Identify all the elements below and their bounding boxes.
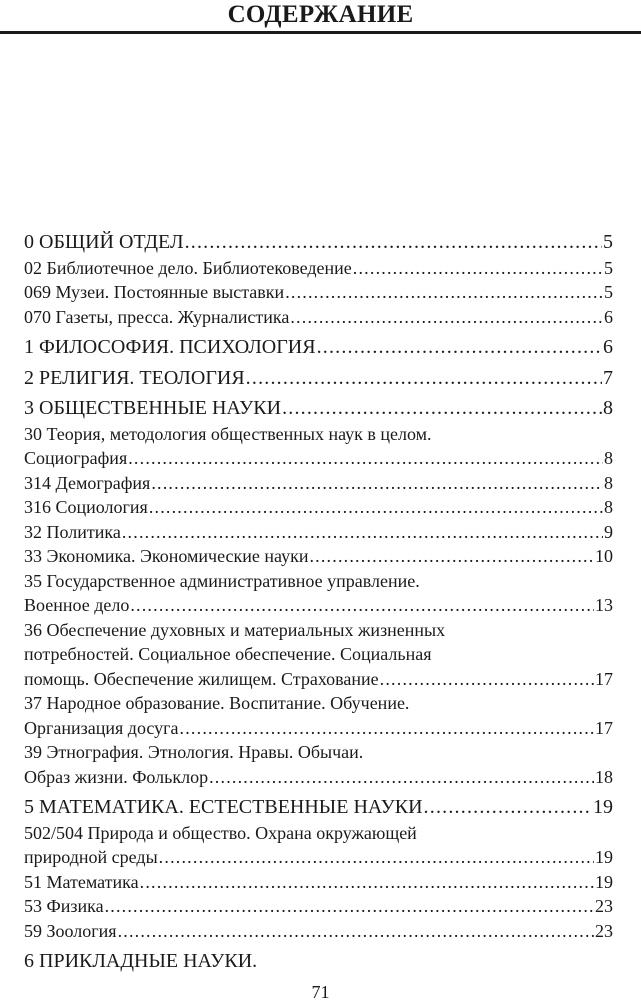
dot-leader [159, 845, 594, 870]
dot-leader [424, 795, 592, 820]
toc-entry-text: 070 Газеты, пресса. Журналистика [24, 306, 290, 327]
toc-entry-text: Социография [24, 448, 128, 468]
toc-entry [24, 618, 613, 692]
dot-leader [122, 520, 603, 545]
toc-entry [24, 280, 613, 305]
toc-page-number: 8 [604, 497, 613, 517]
toc-page-number: 6 [604, 306, 613, 327]
toc-leader-row [24, 919, 613, 944]
toc-leader-row [24, 593, 613, 618]
toc-entry [24, 870, 613, 895]
toc-entry [24, 422, 613, 471]
toc-page-number: 19 [595, 871, 613, 892]
toc-entry-text: Образ жизни. Фольклор [24, 766, 209, 787]
toc-page-number: 18 [595, 766, 613, 787]
toc-entry-text: 51 Математика [24, 871, 139, 892]
toc-page-number: 13 [595, 595, 613, 615]
toc-entry-text: 314 Демография [24, 472, 151, 493]
dot-leader [380, 667, 594, 692]
toc-entry-text: 2 РЕЛИГИЯ. ТЕОЛОГИЯ [24, 366, 245, 389]
toc-entry-text: 3 ОБЩЕСТВЕННЫЕ НАУКИ [24, 397, 282, 419]
dot-leader [285, 280, 603, 305]
toc-page-number: 23 [595, 896, 613, 916]
toc-page-number: 19 [593, 796, 613, 818]
toc-leader-row [24, 845, 613, 870]
toc-entry [24, 894, 613, 919]
toc-page-number: 17 [595, 717, 613, 738]
toc-leader-row [24, 305, 613, 330]
toc-page-number: 6 [603, 336, 613, 358]
toc-entry-text: 39 Этнография. Этнология. Нравы. Обычаи. [24, 742, 364, 762]
toc-entry-text: 33 Экономика. Экономические науки [24, 546, 309, 566]
toc-entry-text: 316 Социология [24, 497, 148, 517]
toc-entry-text: потребностей. Социальное обеспечение. Социальная [24, 644, 432, 664]
toc-leader-row [24, 366, 613, 391]
toc-section-heading [24, 396, 613, 421]
toc-page-number: 17 [595, 668, 613, 689]
toc-entry [24, 520, 613, 545]
toc-section-heading [24, 949, 613, 974]
toc-leader-row [24, 894, 613, 919]
toc-leader-row [24, 870, 613, 895]
toc-entry-text: Организация досуга [24, 717, 179, 738]
toc-leader-row [24, 230, 613, 255]
toc-page-number: 9 [604, 521, 613, 542]
toc-page-number: 5 [604, 257, 613, 278]
toc-entry [24, 691, 613, 740]
dot-leader [317, 335, 602, 360]
toc-leader-row [24, 471, 613, 496]
toc-entry [24, 495, 613, 520]
toc-section-heading [24, 366, 613, 391]
toc-leader-row [24, 544, 613, 569]
title-rule [0, 31, 641, 34]
toc-page-number: 8 [604, 448, 613, 468]
toc-leader-row [24, 716, 613, 741]
dot-leader [105, 894, 594, 919]
toc-entry-text: 32 Политика [24, 521, 121, 542]
toc-entry [24, 305, 613, 330]
toc-page-number: 23 [595, 920, 613, 941]
toc-leader-row [24, 335, 613, 360]
toc-entry [24, 544, 613, 569]
table-of-contents [24, 224, 613, 975]
dot-leader [309, 544, 594, 569]
toc-page-number: 8 [604, 472, 613, 493]
toc-entry [24, 471, 613, 496]
toc-leader-row [24, 520, 613, 545]
toc-entry [24, 821, 613, 870]
dot-leader [282, 396, 602, 421]
toc-entry-text: природной среды [24, 847, 158, 867]
dot-leader [151, 471, 603, 496]
dot-leader [246, 366, 602, 391]
toc-page-number: 5 [604, 282, 613, 302]
page-title: СОДЕРЖАНИЕ [227, 1, 414, 28]
toc-entry-text: 6 ПРИКЛАДНЫЕ НАУКИ. [24, 950, 258, 972]
toc-entry-text: 53 Физика [24, 896, 104, 916]
dot-leader [180, 716, 594, 741]
dot-leader [353, 256, 603, 281]
toc-entry-text: помощь. Обеспечение жилищем. Страхование [24, 668, 379, 689]
dot-leader [290, 305, 603, 330]
toc-leader-row [24, 396, 613, 421]
toc-section-heading [24, 230, 613, 255]
page-number: 71 [311, 982, 330, 1002]
toc-leader-row [24, 765, 613, 790]
toc-entry-text: 069 Музеи. Постоянные выставки [24, 282, 285, 302]
toc-leader-row [24, 495, 613, 520]
toc-page-number: 5 [603, 231, 613, 253]
dot-leader [209, 765, 594, 790]
toc-leader-row [24, 446, 613, 471]
toc-entry [24, 919, 613, 944]
toc-page-number: 10 [595, 546, 613, 566]
toc-leader-row [24, 667, 613, 692]
dot-leader [130, 593, 594, 618]
toc-entry-text: 30 Теория, методология общественных наук в целом. [24, 423, 432, 444]
toc-entry [24, 740, 613, 789]
toc-entry-text: 5 МАТЕМАТИКА. ЕСТЕСТВЕННЫЕ НАУКИ [24, 796, 423, 818]
toc-entry-text: 35 Государственное административное управление. [24, 570, 420, 591]
toc-entry-text: 0 ОБЩИЙ ОТДЕЛ [24, 231, 184, 253]
toc-entry-text: Военное дело [24, 595, 130, 615]
toc-page-number: 19 [595, 847, 613, 867]
toc-entry [24, 569, 613, 618]
toc-leader-row [24, 256, 613, 281]
toc-entry-text: 1 ФИЛОСОФИЯ. ПСИХОЛОГИЯ [24, 336, 316, 358]
toc-leader-row [24, 795, 613, 820]
toc-section-heading [24, 795, 613, 820]
toc-entry-text: 36 Обеспечение духовных и материальных жизненных [24, 619, 446, 640]
toc-page-number: 7 [603, 366, 613, 389]
dot-leader [149, 495, 603, 520]
toc-entry [24, 256, 613, 281]
dot-leader [118, 919, 594, 944]
dot-leader [185, 230, 602, 255]
toc-entry-text: 02 Библиотечное дело. Библиотековедение [24, 257, 352, 278]
dot-leader [128, 446, 603, 471]
toc-entry-text: 59 Зоология [24, 920, 117, 941]
toc-entry-text: 37 Народное образование. Воспитание. Обучение. [24, 693, 410, 713]
toc-entry-text: 502/504 Природа и общество. Охрана окружающей [24, 822, 417, 843]
dot-leader [140, 870, 594, 895]
toc-page-number: 8 [603, 397, 613, 419]
toc-section-heading [24, 335, 613, 360]
toc-leader-row [24, 280, 613, 305]
